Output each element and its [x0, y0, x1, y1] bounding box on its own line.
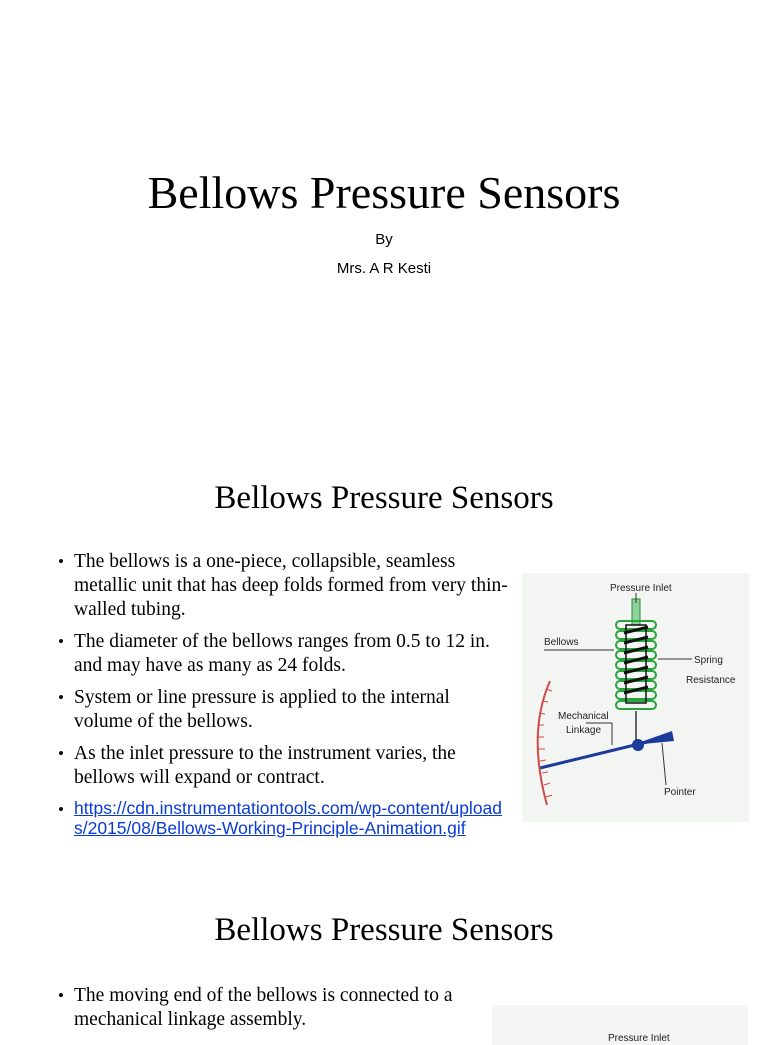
bullet-list	[58, 550, 508, 846]
bullet-text: The moving end of the bellows is connected to a mechanical linkage assembly.	[74, 985, 453, 1030]
bullet-item	[58, 984, 508, 1032]
bullet-icon: •	[58, 744, 64, 763]
bullet-item	[58, 798, 508, 838]
bullet-item	[58, 550, 508, 622]
title-slide	[0, 0, 768, 432]
bullet-item	[58, 630, 508, 678]
label-pressure-inlet: Pressure Inlet	[610, 583, 672, 594]
label-pointer: Pointer	[664, 787, 696, 798]
presentation-title: Bellows Pressure Sensors	[147, 167, 621, 218]
bullet-text: As the inlet pressure to the instrument varies, the bellows will expand or contract.	[74, 743, 456, 788]
bullet-item	[58, 686, 508, 734]
bellows-diagram-svg	[522, 573, 749, 822]
label-pressure-inlet: Pressure Inlet	[608, 1033, 670, 1044]
bullet-icon: •	[58, 688, 64, 707]
bellows-diagram-partial-svg	[492, 1005, 748, 1045]
label-bellows: Bellows	[544, 637, 579, 648]
content-slide-2	[0, 864, 768, 1044]
bullet-icon: •	[58, 632, 64, 651]
slide-title: Bellows Pressure Sensors	[214, 480, 554, 516]
bullet-item	[58, 742, 508, 790]
bullet-list	[58, 984, 508, 1040]
bullet-icon: •	[58, 552, 64, 571]
label-mechanical: Mechanical	[558, 711, 609, 722]
bullet-text: The diameter of the bellows ranges from 0.5 to 12 in. and may have as many as 24 folds.	[74, 631, 490, 676]
bullet-icon: •	[58, 800, 64, 819]
bullet-text: The bellows is a one-piece, collapsible, seamless metallic unit that has deep folds formed from very thin-walled tubing.	[74, 551, 508, 620]
label-resistance: Resistance	[686, 675, 736, 686]
slide-title: Bellows Pressure Sensors	[214, 912, 554, 948]
content-slide-1	[0, 432, 768, 864]
by-line: By	[375, 231, 393, 248]
label-linkage: Linkage	[566, 725, 602, 736]
bellows-diagram	[522, 573, 749, 822]
author-name: Mrs. A R Kesti	[336, 260, 432, 277]
bellows-diagram-partial	[492, 1005, 748, 1045]
bullet-text: System or line pressure is applied to the internal volume of the bellows.	[74, 687, 450, 732]
animation-link[interactable]: https://cdn.instrumentationtools.com/wp-content/uploads/2015/08/Bellows-Working-Principle-Animation.gif	[74, 798, 503, 838]
label-spring: Spring	[694, 655, 723, 666]
bullet-icon: •	[58, 986, 64, 1005]
